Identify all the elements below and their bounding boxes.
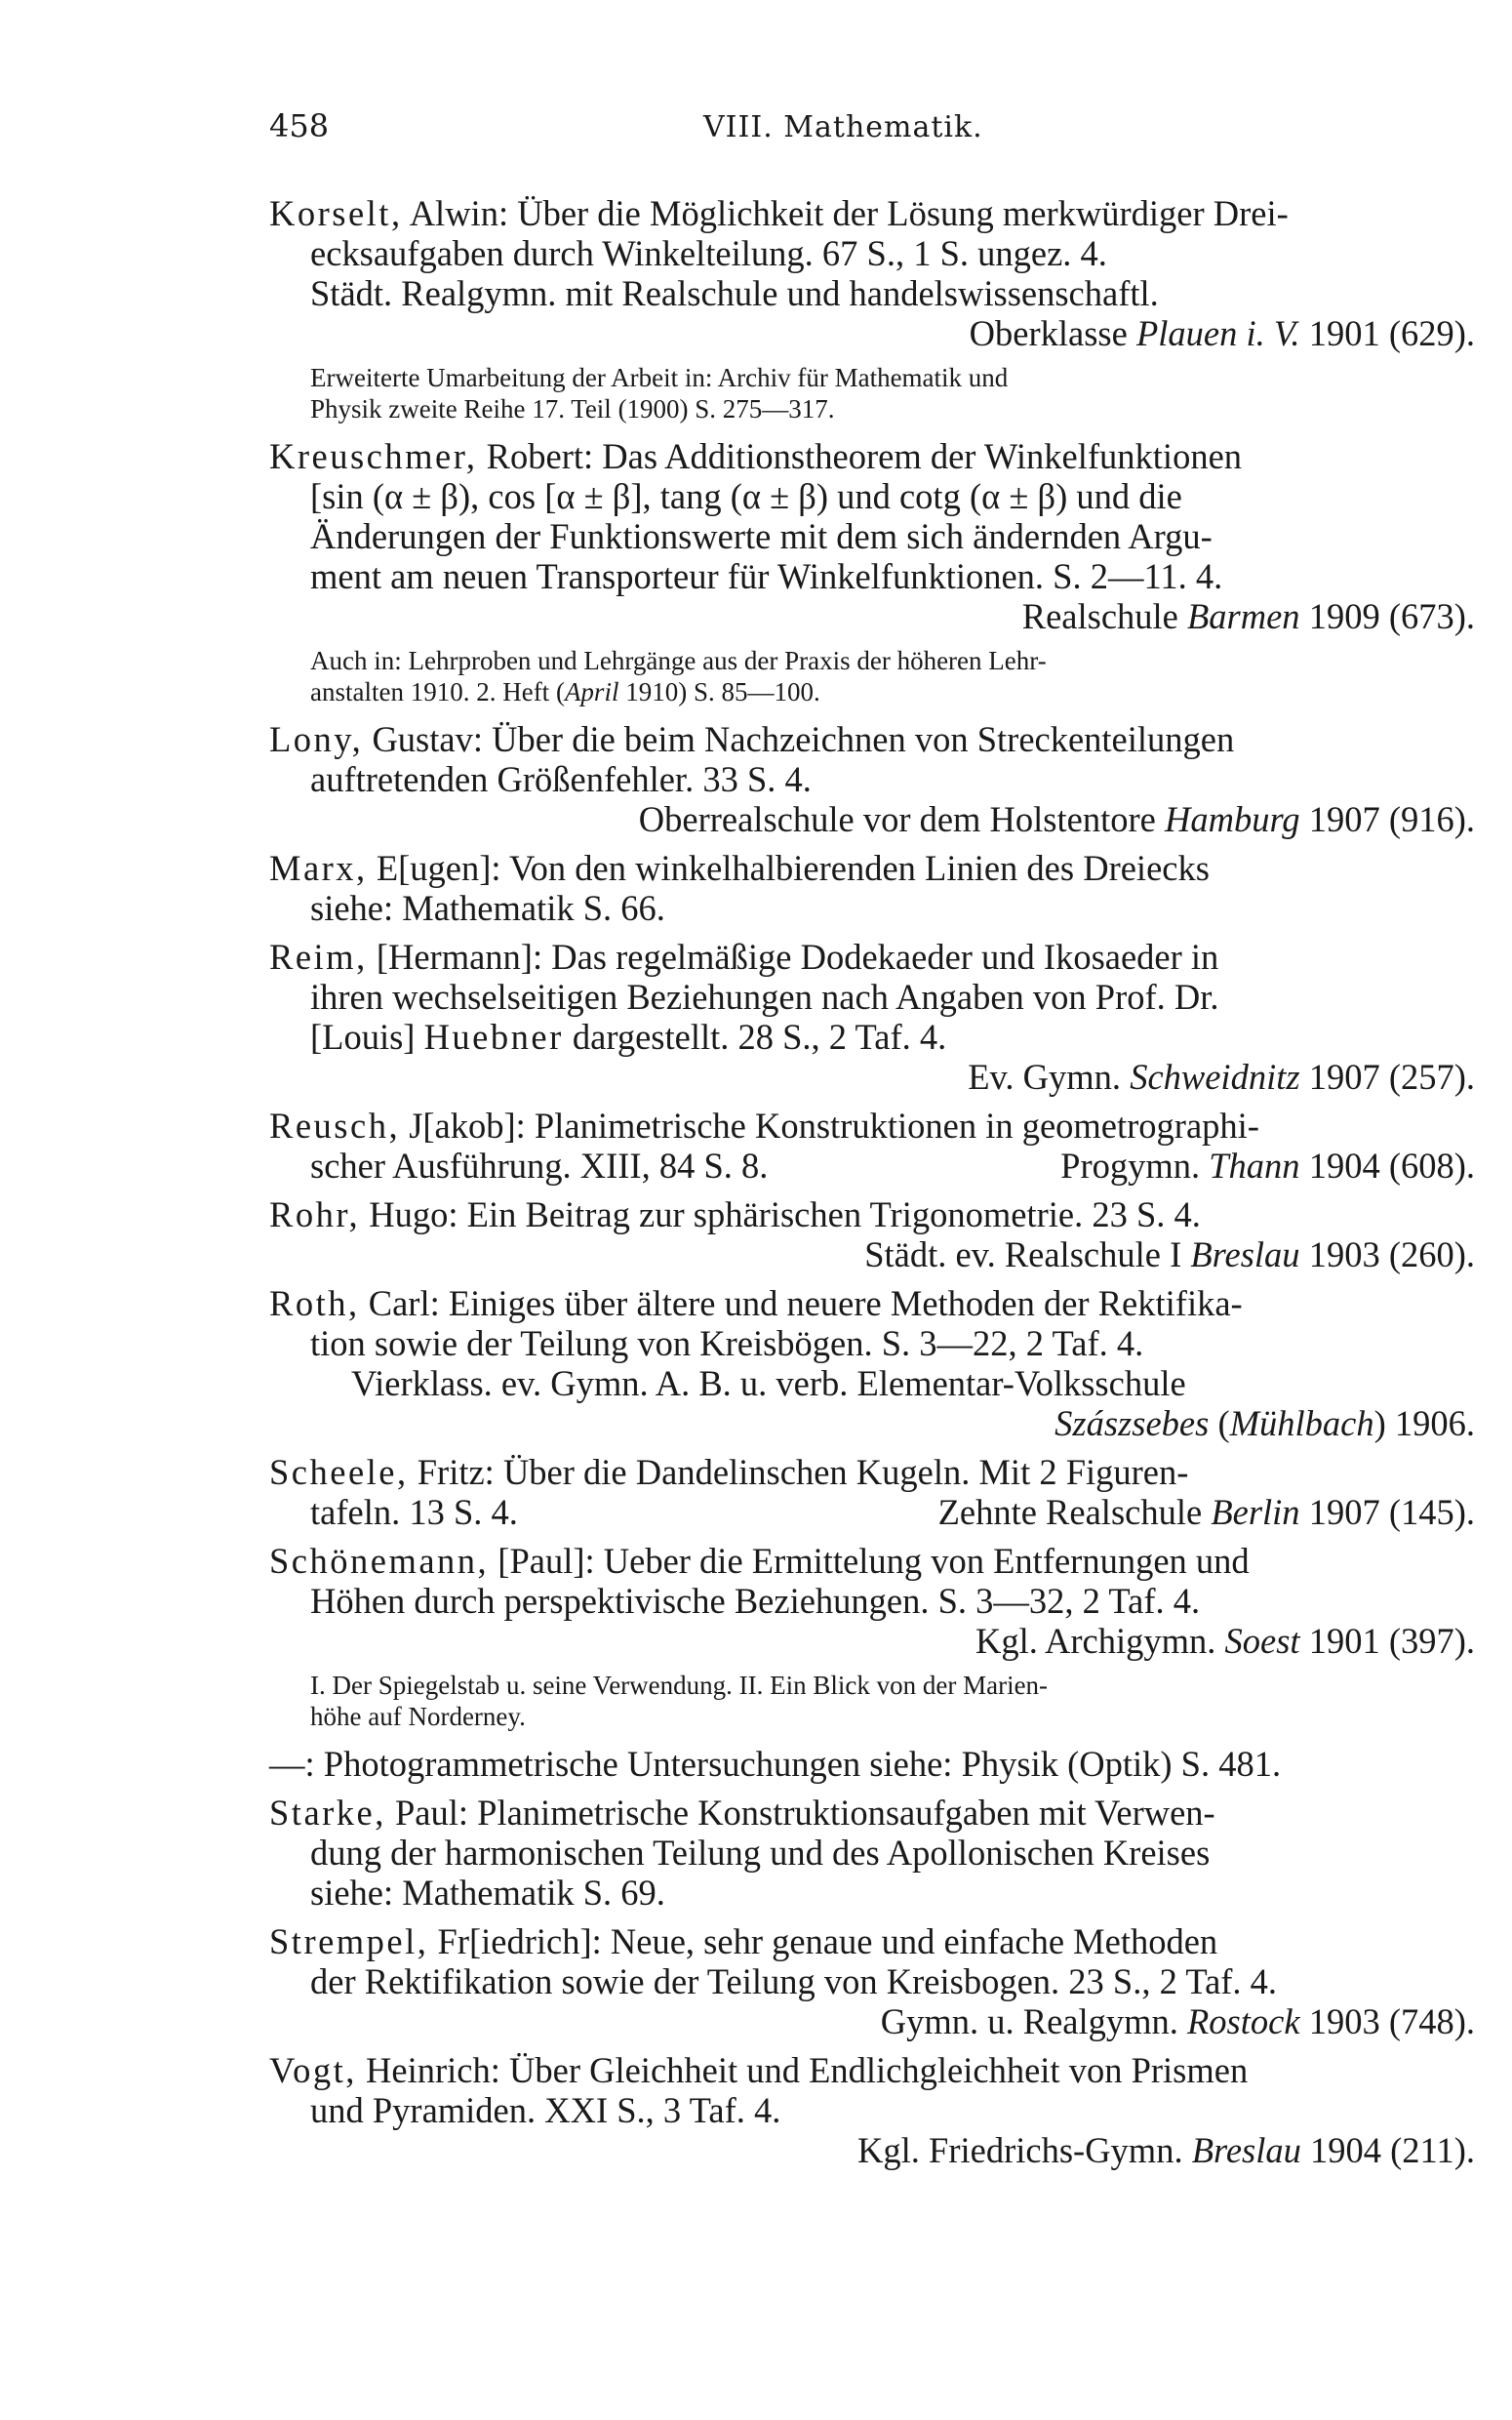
entry-line: tion sowie der Teilung von Kreisbögen. S. 3—22, 2 Taf. 4. [310,1323,1144,1363]
entry-line: Vierklass. ev. Gymn. A. B. u. verb. Elementar-Volksschule [351,1363,1186,1403]
list-item [269,1744,1475,1784]
author-name: Schönemann, [269,1541,490,1581]
entry-line: Städt. Realgymn. mit Realschule und handelswissenschaftl. [310,273,1159,313]
list-item [269,1452,1475,1532]
entry-place: Oberklasse Plauen i. V. 1901 (629). [969,313,1475,353]
entry-line: scher Ausführung. XIII, 84 S. 8. Progymn. Thann 1904 (608). [310,1146,1475,1186]
author-name: Rohr, [269,1194,361,1234]
entry-title: Robert: Das Additionstheorem der Winkelfunktionen [477,436,1243,476]
entry-note: I. Der Spiegelstab u. seine Verwendung. II. Ein Blick von der Marien- höhe auf Norderney. [310,1671,1049,1731]
entry-place: Realschule Barmen 1909 (673). [1021,596,1475,636]
entry-title: Alwin: Über die Möglichkeit der Lösung merkwürdiger Drei- [402,193,1289,233]
entry-title: Gustav: Über die beim Nachzeichnen von Streckenteilungen [363,719,1235,759]
list-item [269,2050,1475,2170]
list-item [269,1921,1475,2041]
entry-place: Kgl. Friedrichs-Gymn. Breslau 1904 (211). [857,2130,1475,2170]
author-name: Roth, [269,1283,360,1323]
running-head: VIII. Mathematik. [703,110,983,144]
author-name: —: [269,1744,315,1784]
entry-title: Fritz: Über die Dandelinschen Kugeln. Mit 2 Figuren- [408,1452,1189,1492]
entry-line: Höhen durch perspektivische Beziehungen. S. 3—32, 2 Taf. 4. [310,1581,1201,1621]
entry-line: dung der harmonischen Teilung und des Apollonischen Kreises [310,1833,1211,1873]
entry-line: der Rektifikation sowie der Teilung von Kreisbogen. 23 S., 2 Taf. 4. [310,1961,1278,2001]
author-name: Kreuschmer, [269,436,478,476]
list-item [269,1283,1475,1443]
list-item [269,719,1475,839]
entry-line: [sin (α ± β), cos [α ± β], tang (α ± β) und cotg (α ± β) und die [310,476,1182,516]
entry-line: siehe: Mathematik S. 69. [310,1873,665,1913]
entry-line: tafeln. 13 S. 4. Zehnte Realschule Berlin 1907 (145). [310,1492,1475,1532]
entry-line: und Pyramiden. XXI S., 3 Taf. 4. [310,2090,781,2130]
author-name: Lony, [269,719,364,759]
entry-title: E[ugen]: Von den winkelhalbierenden Linien des Dreiecks [367,848,1210,888]
entry-place: Oberrealschule vor dem Holstentore Hamburg 1907 (916). [638,799,1475,839]
list-item [269,1541,1475,1661]
entry-title: J[akob]: Planimetrische Konstruktionen in geometrographi- [400,1106,1259,1146]
list-item [269,937,1475,1097]
entry-line: Änderungen der Funktionswerte mit dem sich ändernden Argu- [310,516,1213,556]
page [269,107,1475,2179]
entry-line: ihren wechselseitigen Beziehungen nach Angaben von Prof. Dr. [310,977,1219,1017]
entry-place: Zehnte Realschule Berlin 1907 (145). [937,1492,1475,1532]
entry-place: Gymn. u. Realgymn. Rostock 1903 (748). [880,2001,1475,2041]
entry-note: Auch in: Lehrproben und Lehrgänge aus der Praxis der höheren Lehr- anstalten 1910. 2. Heft (April 1910) S. 85—100. [310,646,1047,706]
entry-title: [Paul]: Ueber die Ermittelung von Entfernungen und [489,1541,1250,1581]
list-item [269,1194,1475,1274]
list-item [269,193,1475,353]
author-name: Reusch, [269,1106,401,1146]
page-header [269,107,1475,176]
entry-title: Heinrich: Über Gleichheit und Endlichgleichheit von Prismen [356,2050,1249,2090]
author-name: Starke, [269,1793,386,1833]
entry-line: auftretenden Größenfehler. 33 S. 4. [310,759,812,799]
list-item [269,1793,1475,1913]
entry-title: Carl: Einiges über ältere und neuere Methoden der Rektifika- [359,1283,1243,1323]
entry-line: siehe: Mathematik S. 66. [310,888,665,928]
entry-place: Kgl. Archigymn. Soest 1901 (397). [975,1621,1475,1661]
list-item [269,848,1475,928]
page-number: 458 [269,107,330,144]
entry-title: Hugo: Ein Beitrag zur sphärischen Trigonometrie. 23 S. 4. [360,1194,1201,1234]
entry-line: ment am neuen Transporteur für Winkelfunktionen. S. 2—11. 4. [310,556,1223,596]
author-name: Marx, [269,848,368,888]
list-item [269,1106,1475,1186]
author-name: Scheele, [269,1452,409,1492]
entry-place: Ev. Gymn. Schweidnitz 1907 (257). [968,1057,1475,1097]
entry-note: Erweiterte Umarbeitung der Arbeit in: Archiv für Mathematik und Physik zweite Reihe 17. Teil (1900) S. 275—317. [310,363,1009,424]
entry-place: Städt. ev. Realschule I Breslau 1903 (260). [864,1234,1475,1274]
entry-place: Szászsebes (Mühlbach) 1906. [1054,1403,1475,1443]
entry-title: [Hermann]: Das regelmäßige Dodekaeder und Ikosaeder in [367,937,1219,977]
list-item [269,436,1475,636]
author-name: Reim, [269,937,368,977]
entry-title: Paul: Planimetrische Konstruktionsaufgaben mit Verwen- [385,1793,1215,1833]
author-name: Strempel, [269,1921,429,1961]
entry-line: ecksaufgaben durch Winkelteilung. 67 S., 1 S. ungez. 4. [310,233,1107,273]
entry-title: Photogrammetrische Untersuchungen siehe: Physik (Optik) S. 481. [314,1744,1282,1784]
author-name: Vogt, [269,2050,357,2090]
entry-title: Fr[iedrich]: Neue, sehr genaue und einfache Methoden [428,1921,1218,1961]
entry-line: [Louis] Huebner dargestellt. 28 S., 2 Taf. 4. [310,1017,947,1057]
author-name: Korselt, [269,193,403,233]
entry-place: Progymn. Thann 1904 (608). [1060,1146,1475,1186]
